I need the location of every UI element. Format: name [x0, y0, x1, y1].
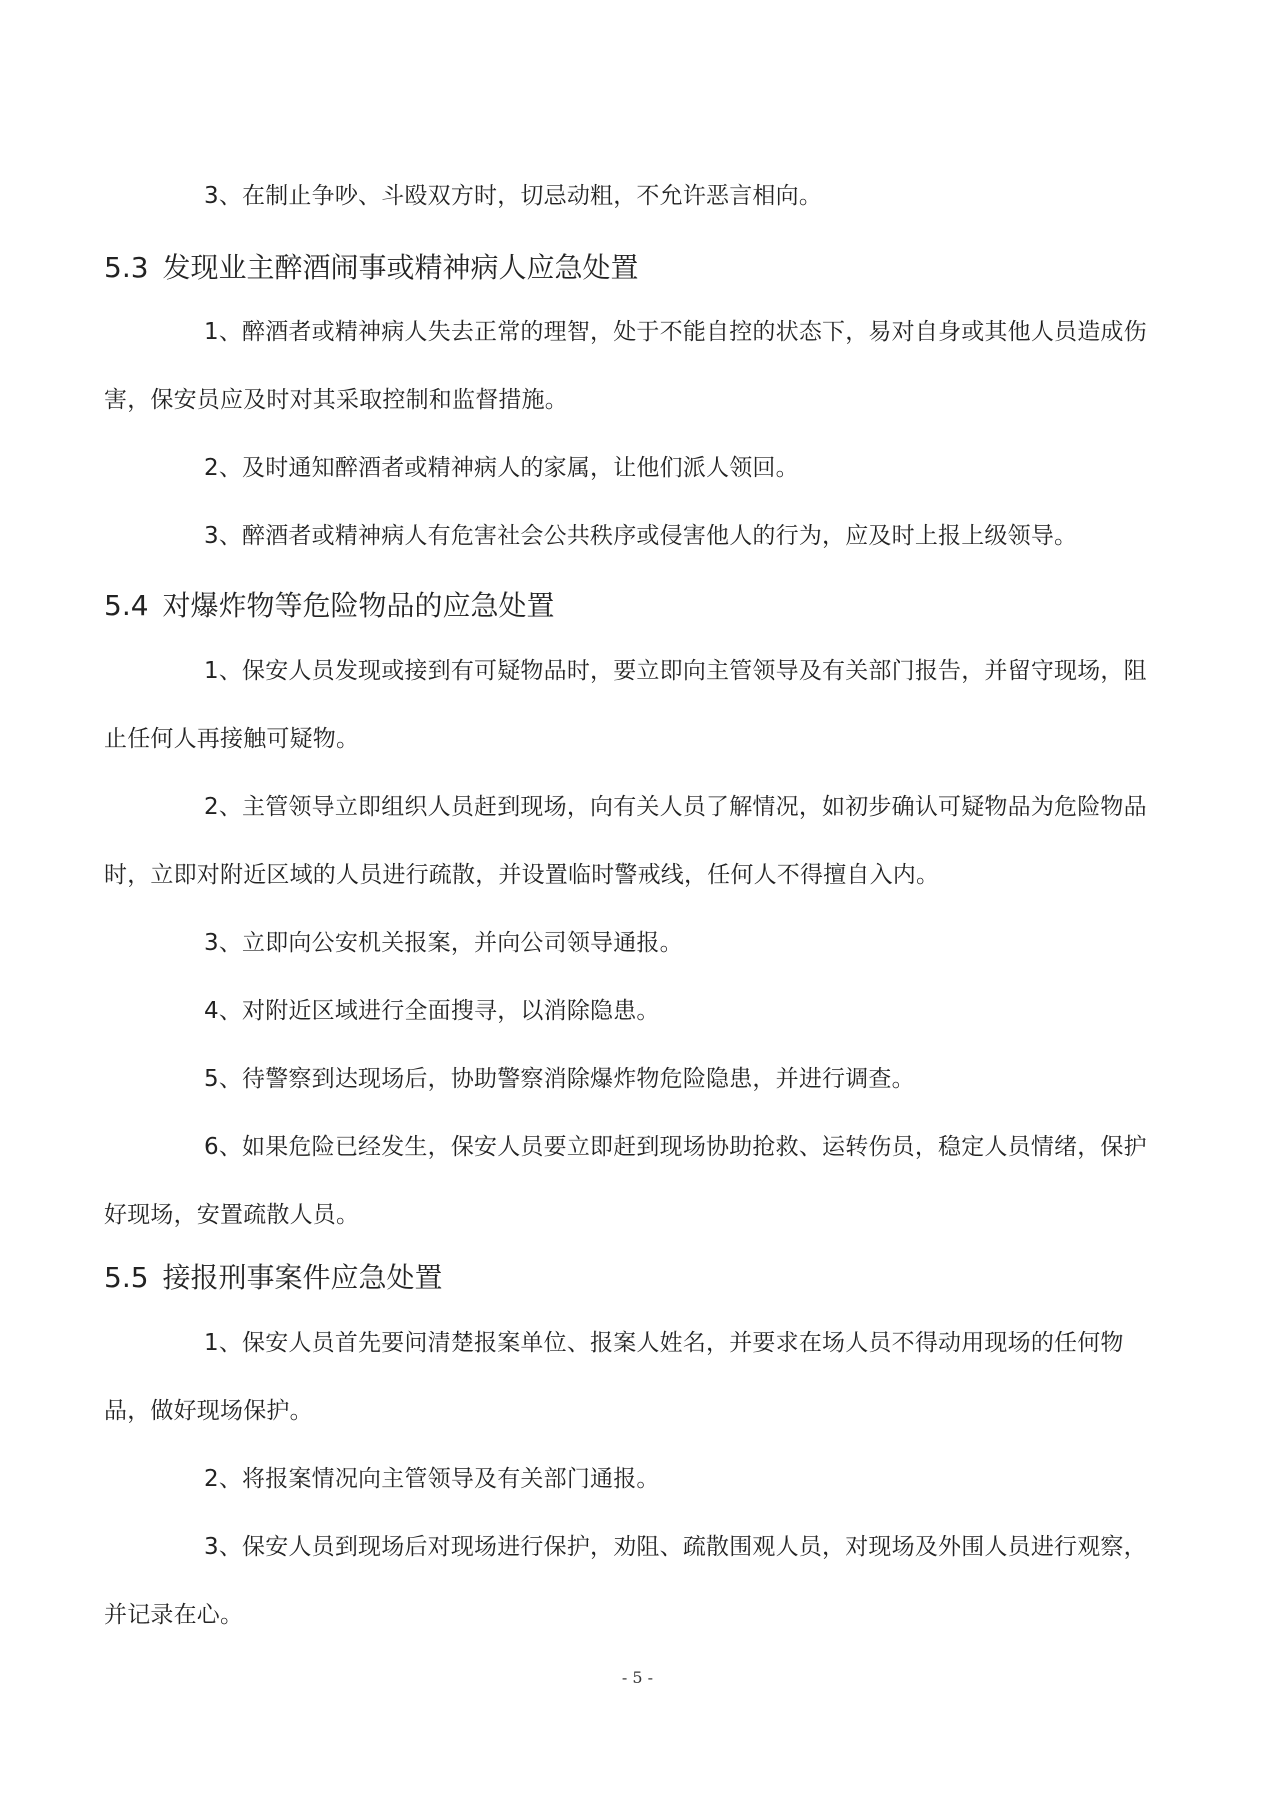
- paragraph-5-3-3: 3、醉酒者或精神病人有危害社会公共秩序或侵害他人的行为，应及时上报上级领导。: [204, 523, 1078, 549]
- paragraph-5-4-3: 3、立即向公安机关报案，并向公司领导通报。: [204, 930, 683, 956]
- paragraph-5-3-1: 1、醉酒者或精神病人失去正常的理智，处于不能自控的状态下，易对自身或其他人员造成伤害，保安员应及时对其采取控制和监督措施。: [104, 319, 1147, 413]
- section-heading-5-4: [104, 586, 555, 626]
- paragraph-5-5-2: 2、将报案情况向主管领导及有关部门通报。: [204, 1466, 660, 1492]
- paragraph-5-4-5: 5、待警察到达现场后，协助警察消除爆炸物危险隐患，并进行调查。: [204, 1066, 915, 1092]
- section-number: 5.4: [104, 589, 149, 622]
- section-number: 5.3: [104, 251, 149, 284]
- paragraph-5-4-1: 1、保安人员发现或接到有可疑物品时，要立即向主管领导及有关部门报告，并留守现场，阻止任何人再接触可疑物。: [104, 658, 1147, 752]
- section-heading-5-3: [104, 248, 639, 288]
- paragraph-5-2-3: 3、在制止争吵、斗殴双方时，切忌动粗，不允许恶言相向。: [204, 183, 823, 209]
- paragraph-5-5-1: 1、保安人员首先要问清楚报案单位、报案人姓名，并要求在场人员不得动用现场的任何物品，做好现场保护。: [104, 1330, 1124, 1424]
- section-heading-5-5: [104, 1258, 443, 1298]
- paragraph-5-4-6: 6、如果危险已经发生，保安人员要立即赶到现场协助抢救、运转伤员，稳定人员情绪，保护好现场，安置疏散人员。: [104, 1134, 1147, 1228]
- page-number: - 5 -: [621, 1668, 654, 1687]
- section-title: 发现业主醉酒闹事或精神病人应急处置: [162, 251, 639, 284]
- paragraph-5-3-2: 2、及时通知醉酒者或精神病人的家属，让他们派人领回。: [204, 455, 799, 481]
- section-title: 接报刑事案件应急处置: [162, 1261, 443, 1294]
- section-number: 5.5: [104, 1261, 149, 1294]
- paragraph-5-4-2: 2、主管领导立即组织人员赶到现场，向有关人员了解情况，如初步确认可疑物品为危险物品时，立即对附近区域的人员进行疏散，并设置临时警戒线，任何人不得擅自入内。: [104, 794, 1147, 888]
- paragraph-5-4-4: 4、对附近区域进行全面搜寻，以消除隐患。: [204, 998, 660, 1024]
- paragraph-5-5-3: 3、保安人员到现场后对现场进行保护，劝阻、疏散围观人员，对现场及外围人员进行观察，并记录在心。: [104, 1534, 1147, 1628]
- section-title: 对爆炸物等危险物品的应急处置: [162, 589, 555, 622]
